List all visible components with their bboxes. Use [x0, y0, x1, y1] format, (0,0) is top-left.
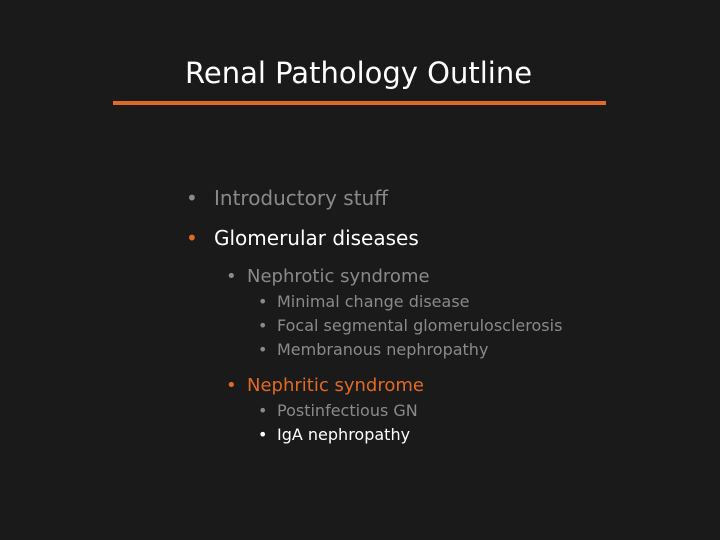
outline-subitem-label: Postinfectious GN — [277, 401, 418, 420]
bullet-icon: • — [258, 316, 268, 335]
bullet-icon: • — [186, 186, 198, 210]
bullet-icon: • — [258, 292, 268, 311]
bullet-icon: • — [186, 226, 198, 250]
bullet-icon: • — [226, 266, 237, 287]
outline-item-label: Glomerular diseases — [214, 226, 419, 250]
outline-item-label: Nephrotic syndrome — [247, 266, 430, 287]
outline-item-intro — [186, 186, 388, 210]
bullet-icon: • — [258, 340, 268, 359]
outline-subitem — [258, 292, 470, 311]
outline-subitem-label: Membranous nephropathy — [277, 340, 489, 359]
outline-subitem-label: IgA nephropathy — [277, 425, 411, 444]
outline-item-nephrotic — [226, 266, 430, 287]
outline-item-glomerular — [186, 226, 419, 250]
slide-title: Renal Pathology Outline — [185, 56, 533, 90]
title-underline — [113, 101, 606, 105]
outline-subitem — [258, 401, 418, 420]
outline-subitem — [258, 316, 562, 335]
outline-item-nephritic — [226, 375, 424, 396]
bullet-icon: • — [226, 375, 237, 396]
outline-subitem — [258, 425, 410, 444]
outline-item-label: Introductory stuff — [214, 186, 389, 210]
outline-item-label: Nephritic syndrome — [247, 375, 424, 396]
outline-subitem-label: Minimal change disease — [277, 292, 470, 311]
bullet-icon: • — [258, 401, 268, 420]
outline-subitem-label: Focal segmental glomerulosclerosis — [277, 316, 563, 335]
bullet-icon: • — [258, 425, 268, 444]
outline-subitem — [258, 340, 488, 359]
